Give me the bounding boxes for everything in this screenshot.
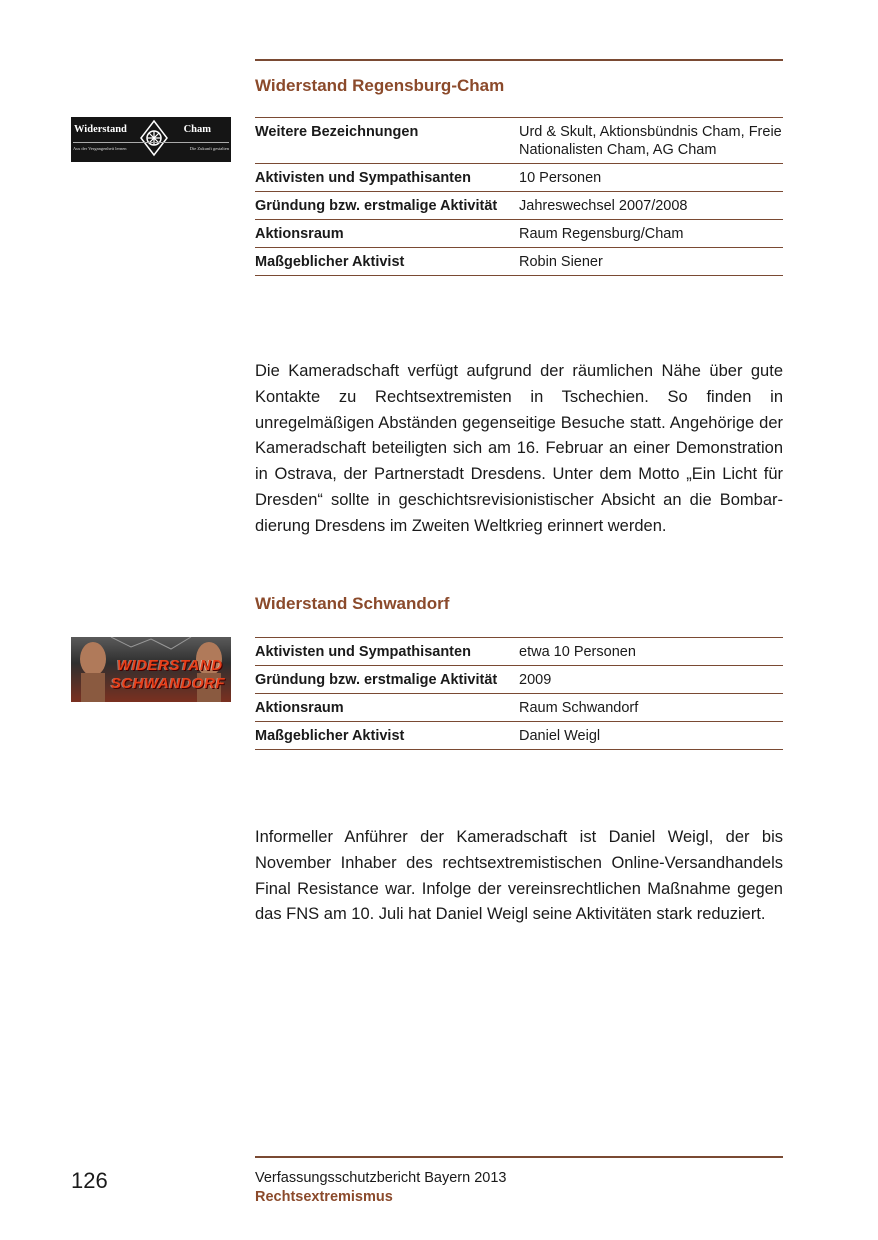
row-key: Aktionsraum — [255, 220, 519, 248]
logo-widerstand-schwandorf — [71, 637, 231, 702]
table-row — [255, 638, 783, 666]
table-row — [255, 220, 783, 248]
section-title-schwandorf: Widerstand Schwandorf — [255, 594, 450, 613]
section-title-regensburg-cham: Widerstand Regensburg-Cham — [255, 76, 505, 95]
row-key: Maßgeblicher Aktivist — [255, 722, 519, 750]
footer-subtitle: Rechtsextremismus — [255, 1189, 393, 1205]
row-value: 10 Personen — [519, 164, 783, 192]
logo-text-line1: WIDERSTAND — [117, 657, 223, 674]
paragraph-regensburg-cham: Die Kameradschaft verfügt aufgrund der räumlichen Nähe über gute Kontakte zu Rechtsextremisten in Tschechien. So finden in unregelmäßigen Abständen gegenseitige Besuche statt. Angehörige der Kameradschaft beteiligten sich am 16. Februar an einer Demonstration in Ostrava, der Partnerstadt Dresdens. Unter dem Motto „Ein Licht für Dresden“ sollte in geschichtsrevisionistischer Absicht an die Bombardierung Dresdens im Zweiten Weltkrieg erinnert werden. — [255, 362, 783, 535]
row-key: Gründung bzw. erstmalige Aktivität — [255, 666, 519, 694]
table-row — [255, 248, 783, 276]
top-rule — [255, 59, 783, 61]
row-key: Gründung bzw. erstmalige Aktivität — [255, 192, 519, 220]
row-key: Weitere Bezeichnungen — [255, 118, 519, 164]
page-number: 126 — [71, 1168, 108, 1193]
row-key: Aktivisten und Sympathisanten — [255, 638, 519, 666]
row-key: Aktivisten und Sympathisanten — [255, 164, 519, 192]
table-row — [255, 118, 783, 164]
logo-text-left: Widerstand — [74, 124, 127, 135]
logo-widerstand-cham — [71, 117, 231, 162]
footer-rule — [255, 1156, 783, 1158]
row-value: Jahreswechsel 2007/2008 — [519, 192, 783, 220]
table-row — [255, 694, 783, 722]
table-row — [255, 666, 783, 694]
logo-subtext-left: Aus der Vergangenheit lernen — [73, 146, 127, 151]
paragraph-schwandorf: Informeller Anführer der Kameradschaft ist Daniel Weigl, der bis November Inhaber des rechtsextremistischen Online-Versandhandels Final Resistance war. Infolge der vereinsrechtlichen Maßnahme gegen das FNS am 10. Juli hat Daniel Weigl seine Aktivitäten stark reduziert. — [255, 828, 783, 924]
row-value: Robin Siener — [519, 248, 783, 276]
table-row — [255, 722, 783, 750]
info-table-schwandorf — [255, 637, 783, 750]
table-row — [255, 164, 783, 192]
row-value: Daniel Weigl — [519, 722, 783, 750]
footer-title: Verfassungsschutzbericht Bayern 2013 — [255, 1170, 507, 1186]
logo-text-line2: SCHWANDORF — [111, 675, 226, 692]
logo-subtext-right: Die Zukunft gestalten — [189, 146, 229, 151]
info-table-regensburg-cham — [255, 117, 783, 276]
logo-divider — [73, 142, 229, 143]
row-value: Urd & Skult, Aktionsbündnis Cham, Freie Nationalisten Cham, AG Cham — [519, 118, 783, 164]
table-row — [255, 192, 783, 220]
emblem-icon — [139, 119, 169, 157]
row-value: etwa 10 Personen — [519, 638, 783, 666]
row-value: 2009 — [519, 666, 783, 694]
row-value: Raum Regensburg/Cham — [519, 220, 783, 248]
row-key: Maßgeblicher Aktivist — [255, 248, 519, 276]
logo-text-right: Cham — [183, 124, 211, 135]
row-key: Aktionsraum — [255, 694, 519, 722]
row-value: Raum Schwandorf — [519, 694, 783, 722]
